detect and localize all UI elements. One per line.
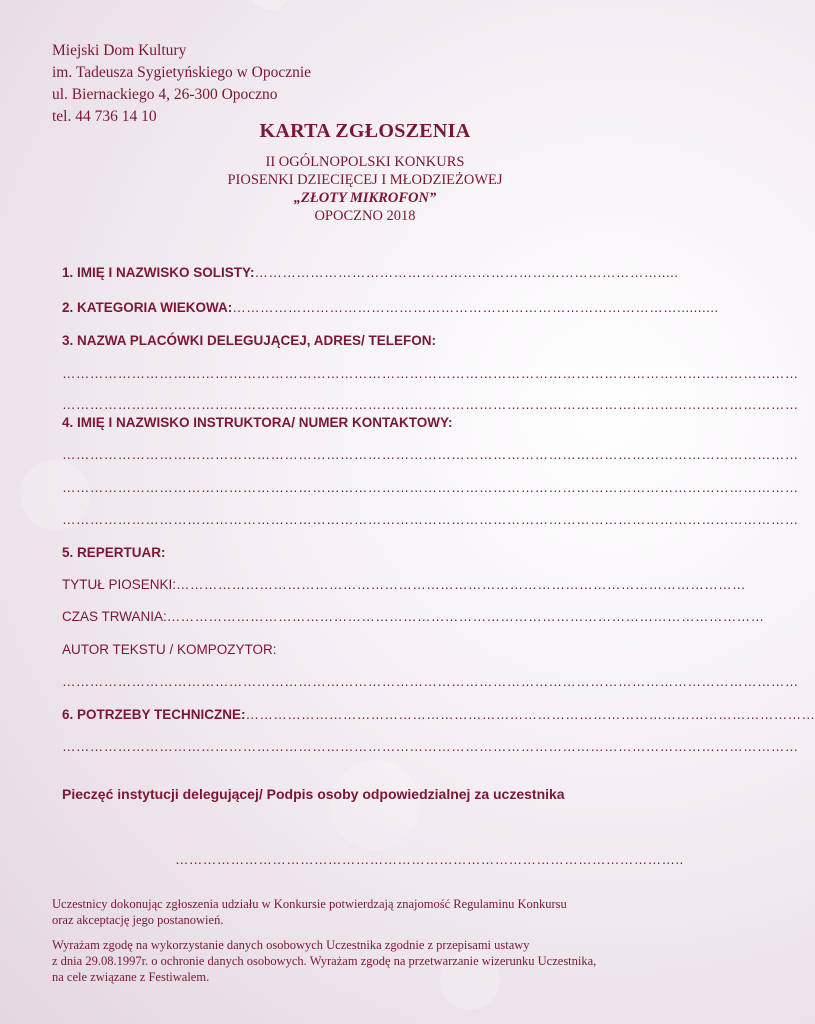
background-bokeh (330, 760, 420, 850)
dotted-input-line[interactable]: …………………………………………………………………………………………………………………………………………… (62, 366, 799, 381)
signature-line[interactable]: ……………………………………………………………………………………………….. (175, 852, 684, 867)
field-author (62, 642, 668, 657)
field-repertoire-label: 5. REPERTUAR: (62, 545, 166, 560)
field-instructor-label: 4. IMIĘ I NAZWISKO INSTRUKTORA/ NUMER KONTAKTOWY: (62, 415, 453, 430)
dotted-line: ……………………………………………………………………………..... (254, 265, 679, 280)
footer-consent (52, 937, 702, 985)
dotted-line: …………………………………………………………………………………….......... (232, 300, 719, 315)
field-song-title[interactable] (62, 577, 746, 592)
subtitle-line: PIOSENKI DZIECIĘCEJ I MŁODZIEŻOWEJ (227, 172, 503, 188)
dotted-input-line[interactable]: …………………………………………………………………………………………………………………………………………… (62, 447, 799, 462)
field-instructor (62, 415, 668, 430)
signature-label: Pieczęć instytucji delegującej/ Podpis osoby odpowiedzialnej za uczestnika (62, 786, 565, 802)
field-age-category[interactable] (62, 300, 719, 315)
field-technical-label: 6. POTRZEBY TECHNICZNE: (62, 707, 246, 722)
field-repertoire (62, 545, 668, 560)
footer-line: z dnia 29.08.1997r. o ochronie danych osobowych. Wyrażam zgodę na przetwarzanie wizerunku Uczestnika, (52, 954, 597, 968)
dotted-line: ………………………………………………………………………………………………………………… (166, 609, 765, 624)
field-institution (62, 333, 668, 348)
dotted-input-line[interactable]: …………………………………………………………………………………………………………………………………………… (62, 739, 799, 754)
title-block (0, 120, 730, 225)
field-age-category-label: 2. KATEGORIA WIEKOWA: (62, 300, 233, 315)
dotted-input-line[interactable]: …………………………………………………………………………………………………………………………………………… (62, 674, 799, 689)
subtitle-line: OPOCZNO 2018 (314, 208, 416, 224)
contest-name: „ZŁOTY MIKROFON” (293, 190, 437, 206)
field-soloist-label: 1. IMIĘ I NAZWISKO SOLISTY: (62, 265, 255, 280)
field-soloist[interactable] (62, 265, 679, 280)
header-phone: tel. 44 736 14 10 (52, 108, 157, 125)
header-patron: im. Tadeusza Sygietyńskiego w Opocznie (52, 64, 312, 81)
footer-line: Uczestnicy dokonując zgłoszenia udziału w Konkursie potwierdzają znajomość Regulaminu Konkursu (52, 897, 567, 911)
field-duration[interactable] (62, 609, 765, 624)
dotted-line: …………………………………………………………………………………………………………… (176, 577, 746, 592)
dotted-input-line[interactable]: …………………………………………………………………………………………………………………………………………… (62, 512, 799, 527)
institution-header (52, 40, 311, 128)
footer-acceptance (52, 896, 702, 928)
header-address: ul. Biernackiego 4, 26-300 Opoczno (52, 86, 278, 103)
field-author-label: AUTOR TEKSTU / KOMPOZYTOR: (62, 642, 277, 657)
field-duration-label: CZAS TRWANIA: (62, 609, 167, 624)
footer-line: na cele związane z Festiwalem. (52, 970, 210, 984)
dotted-input-line[interactable]: …………………………………………………………………………………………………………………………………………… (62, 397, 799, 412)
footer-line: oraz akceptację jego postanowień. (52, 913, 224, 927)
field-institution-label: 3. NAZWA PLACÓWKI DELEGUJĄCEJ, ADRES/ TELEFON: (62, 333, 437, 348)
header-name: Miejski Dom Kultury (52, 42, 187, 59)
field-song-title-label: TYTUŁ PIOSENKI: (62, 577, 177, 592)
background-bokeh (250, 0, 290, 10)
footer-line: Wyrażam zgodę na wykorzystanie danych osobowych Uczestnika zgodnie z przepisami ustawy (52, 938, 530, 952)
subtitle-line: II OGÓLNOPOLSKI KONKURS (265, 154, 465, 170)
field-technical[interactable] (62, 707, 815, 722)
page-title: KARTA ZGŁOSZENIA (259, 120, 471, 142)
dotted-line: …………………………………………………………………………………………………………… (245, 707, 815, 722)
dotted-input-line[interactable]: …………………………………………………………………………………………………………………………………………… (62, 480, 799, 495)
